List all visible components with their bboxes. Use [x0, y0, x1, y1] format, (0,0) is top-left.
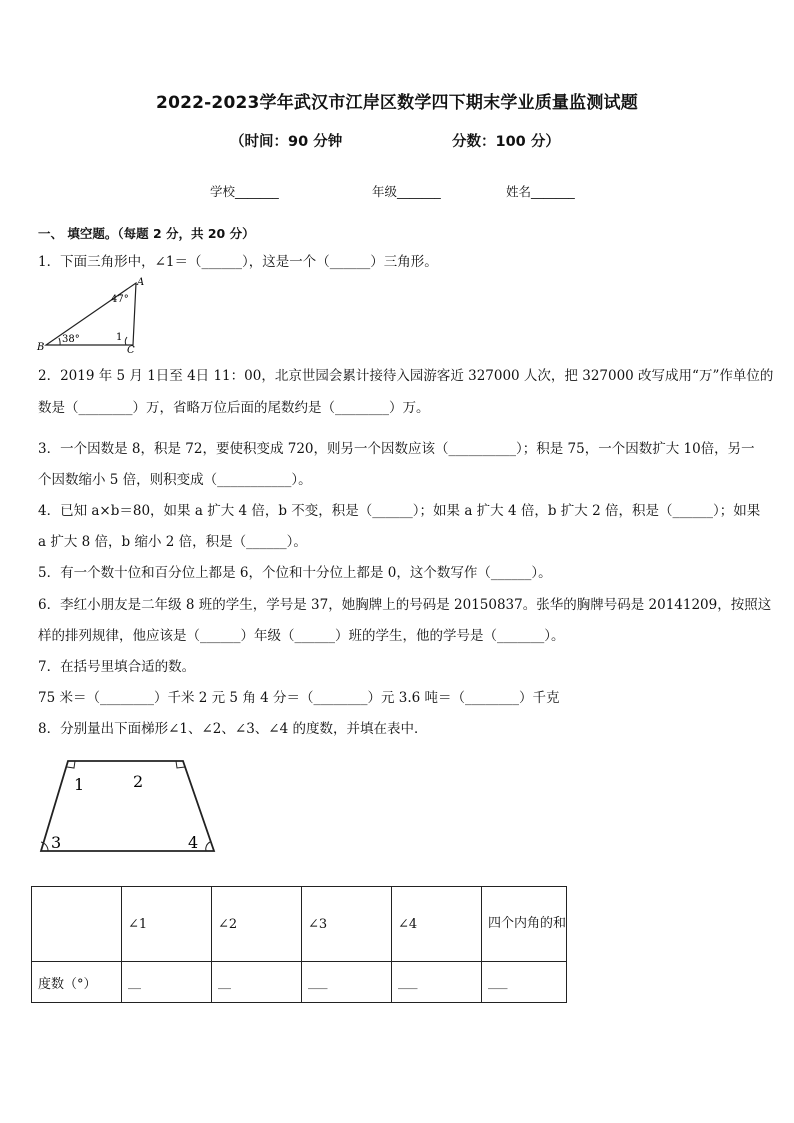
table-header-cell: ∠1 [122, 887, 212, 962]
answer-cell-angle-3[interactable]: ___ [302, 962, 392, 1003]
answer-cell-angle-1[interactable]: __ [122, 962, 212, 1003]
vertex-b-label: B [37, 342, 45, 353]
answer-cell-angle-4[interactable]: ___ [392, 962, 482, 1003]
table-header-cell: ∠2 [212, 887, 302, 962]
question-2-line-1: 2．2019 年 5 月 1日至 4日 11：00，北京世园会累计接待入园游客近 327000 人次，把 327000 改写成用“万”作单位的 [38, 368, 774, 384]
question-4-line-2: a 扩大 8 倍，b 缩小 2 倍，积是（______）。 [38, 534, 307, 550]
answer-cell-angle-2[interactable]: __ [212, 962, 302, 1003]
triangle-figure [36, 272, 148, 356]
angle-table [31, 886, 567, 1003]
question-8: 8．分别量出下面梯形∠1、∠2、∠3、∠4 的度数，并填在表中． [38, 721, 428, 737]
school-field[interactable]: 学校_______ [210, 184, 279, 199]
angle-b-arc [59, 338, 60, 345]
trapezoid-label-4: 4 [188, 833, 199, 852]
table-row [32, 962, 567, 1003]
grade-field[interactable]: 年级_______ [372, 184, 441, 199]
section-heading: 一、 填空题。（每题 2 分，共 20 分） [38, 226, 255, 241]
question-6-line-1: 6．李红小朋友是二年级 8 班的学生，学号是 37，她胸牌上的号码是 20150837。张华的胸牌号码是 20141209，按照这 [38, 597, 772, 613]
angle-b-label: 38° [62, 334, 80, 345]
triangle-shape [46, 283, 136, 345]
vertex-c-label: C [127, 345, 135, 356]
table-header-cell: 四个内角的和 [482, 887, 567, 962]
question-4-line-1: 4．已知 a×b＝80，如果 a 扩大 4 倍，b 不变，积是（______）；如果 a 扩大 4 倍，b 扩大 2 倍，积是（______）；如果 [38, 503, 761, 519]
table-header-cell: ∠4 [392, 887, 482, 962]
table-header-cell [32, 887, 122, 962]
angle-a-label: 47° [111, 294, 129, 305]
angle-4-mark [206, 842, 210, 851]
page-title: 2022-2023学年武汉市江岸区数学四下期末学业质量监测试题 [156, 93, 638, 113]
table-header-cell: ∠3 [302, 887, 392, 962]
exam-score: 分数：100 分） [452, 134, 560, 150]
trapezoid-figure [36, 756, 220, 856]
trapezoid-label-1: 1 [74, 775, 85, 794]
angle-c-arc [125, 337, 127, 345]
question-3-line-1: 3．一个因数是 8，积是 72，要使积变成 720，则另一个因数应该（__________）；积是 75，一个因数扩大 10倍，另一 [38, 441, 755, 457]
question-1: 1．下面三角形中，∠1＝（______），这是一个（______）三角形。 [38, 254, 438, 270]
question-6-line-2: 样的排列规律，他应该是（______）年级（______）班的学生，他的学号是（_______）。 [38, 628, 565, 644]
question-5: 5．有一个数十位和百分位上都是 6，个位和十分位上都是 0，这个数写作（______）。 [38, 565, 552, 581]
vertex-a-label: A [137, 277, 145, 288]
exam-time: （时间：90 分钟 [230, 134, 343, 150]
question-3-line-2: 个因数缩小 5 倍，则积变成（___________）。 [38, 472, 312, 488]
table-header-row [32, 887, 567, 962]
question-2-line-2: 数是（________）万，省略万位后面的尾数约是（________）万。 [38, 400, 430, 416]
table-row-label: 度数（°） [32, 962, 122, 1003]
question-7: 7．在括号里填合适的数。 [38, 659, 196, 675]
trapezoid-label-3: 3 [51, 833, 62, 852]
name-field[interactable]: 姓名_______ [506, 184, 575, 199]
trapezoid-label-2: 2 [133, 772, 144, 791]
answer-cell-angle-sum[interactable]: ___ [482, 962, 567, 1003]
angle-1-label: 1 [116, 332, 123, 343]
question-7-items: 75 米＝（________）千米 2 元 5 角 4 分＝（________）元 3.6 吨＝（________）千克 [38, 690, 560, 706]
